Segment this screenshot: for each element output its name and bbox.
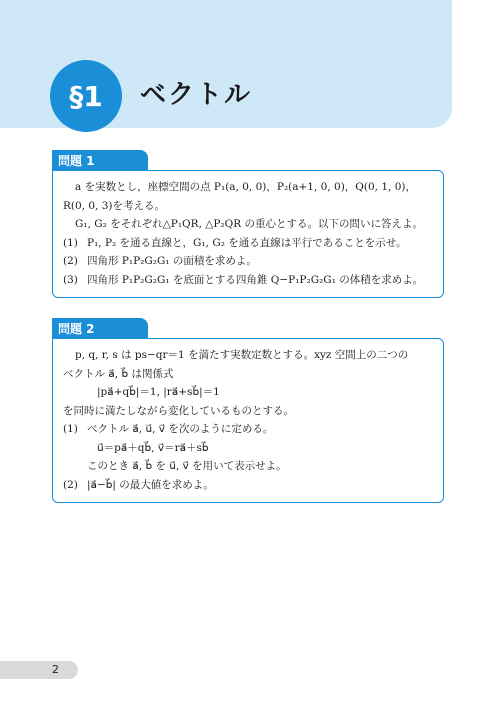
problem-1-item-3 — [63, 271, 431, 290]
item-text: |a⃗−b⃗| の最大値を求めよ。 — [87, 478, 214, 491]
item-number: (2) — [63, 255, 78, 267]
problem-2-intro: p, q, r, s は ps−qr＝1 を満たす実数定数とする。xyz 空間上の二つの — [75, 349, 409, 361]
item-text: 四角形 P₁P₂G₂G₁ を底面とする四角錐 Q−P₁P₂G₂G₁ の体積を求めよ。 — [87, 273, 424, 286]
item-text: ベクトル a⃗, u⃗, v⃗ を次のように定める。 — [87, 423, 274, 435]
item-number: (3) — [63, 273, 78, 286]
section-number-badge — [50, 60, 122, 132]
item-text: 四角形 P₁P₂G₂G₁ の面積を求めよ。 — [87, 255, 257, 267]
item-text: P₁, P₂ を通る直線と，G₁, G₂ を通る直線は平行であることを示せ。 — [87, 236, 407, 249]
problem-2-intro-3: を同時に満たしながら変化しているものとする。 — [63, 404, 294, 417]
item-number: (2) — [63, 478, 78, 491]
section-number: §1 — [69, 79, 103, 113]
problem-1-intro: a を実数とし，座標空間の点 P₁(a, 0, 0)，P₂(a+1, 0, 0)，Q(0, 1, 0)， — [75, 181, 416, 193]
page-number: 2 — [52, 663, 59, 676]
problem-1 — [52, 150, 444, 298]
problem-1-box — [52, 170, 444, 298]
problem-2-intro-2: ベクトル a⃗, b⃗ は関係式 — [63, 367, 174, 380]
problem-1-item-1 — [63, 234, 431, 253]
problem-1-intro-2: R(0, 0, 3)を考える。 — [63, 199, 165, 212]
problem-2-formula: |pa⃗+qb⃗|＝1, |ra⃗+sb⃗|＝1 — [97, 386, 220, 398]
problem-1-intro-3: G₁, G₂ をそれぞれ△P₁QR, △P₂QR の重心とする。以下の問いに答えよ。 — [75, 218, 423, 230]
problem-2-item-2 — [63, 476, 431, 495]
problem-2-item-1-text-2: このとき a⃗, b⃗ を u⃗, v⃗ を用いて表示せよ。 — [87, 460, 287, 472]
problem-2 — [52, 318, 444, 503]
item-number: (1) — [63, 236, 78, 249]
problem-1-item-2 — [63, 252, 431, 271]
problem-1-label: 問題 1 — [52, 150, 148, 171]
problem-2-item-1-formula: u⃗＝pa⃗＋qb⃗, v⃗＝ra⃗＋sb⃗ — [97, 441, 209, 454]
problem-2-item-1 — [63, 420, 431, 439]
problem-2-label: 問題 2 — [52, 318, 148, 339]
page-number-bar — [0, 661, 78, 679]
item-number: (1) — [63, 423, 78, 435]
problem-2-box — [52, 338, 444, 503]
section-title: ベクトル — [140, 80, 253, 110]
